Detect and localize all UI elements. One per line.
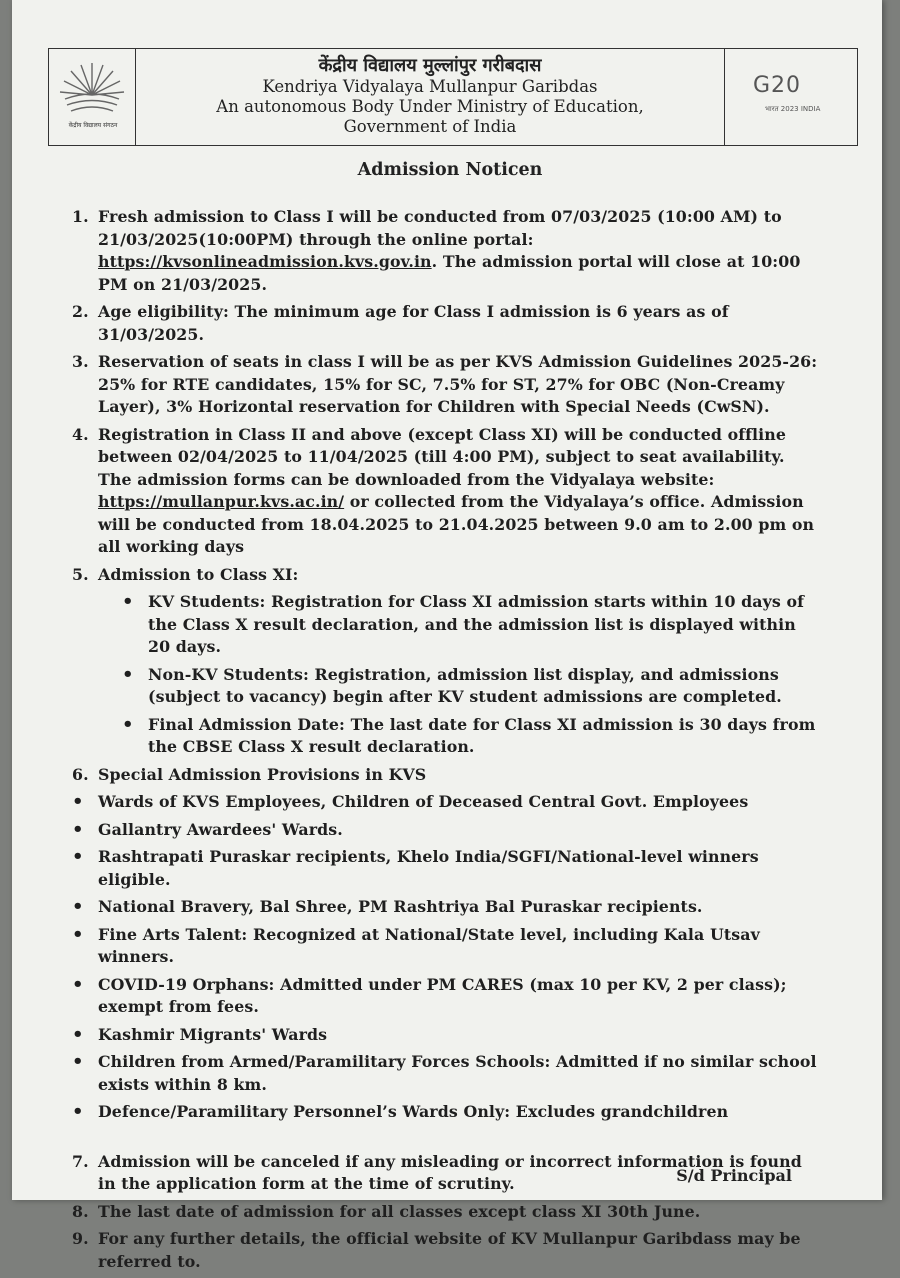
bullet-icon: • (122, 713, 134, 735)
notice-item-2 (72, 301, 818, 346)
bullet-text: Kashmir Migrants' Wards (98, 1024, 328, 1044)
item-text: For any further details, the official website of KV Mullanpur Garibdass may be referred to. (98, 1229, 801, 1271)
notice-sheet (12, 0, 882, 1271)
special-provision-bullet (72, 973, 818, 1019)
government-line: Government of India (343, 117, 517, 136)
letterhead (48, 48, 858, 146)
vidyalaya-website-link[interactable]: https://mullanpur.kvs.ac.in/ (98, 492, 345, 511)
notice-item-3 (72, 351, 818, 419)
item-number: 8. (72, 1201, 89, 1221)
item-number: 2. (72, 302, 89, 321)
special-provision-bullet (72, 1101, 818, 1124)
bullet-icon: • (72, 1051, 84, 1072)
kvs-logo-box (49, 49, 136, 145)
bullet-text: Defence/Paramilitary Personnel’s Wards Only: Excludes grandchildren (98, 1102, 729, 1121)
bullet-icon: • (72, 896, 84, 917)
notice-title: Admission Noticen (357, 160, 543, 180)
principal-signature: S/d Principal (676, 1166, 792, 1185)
bullet-text: Non-KV Students: Registration, admission list display, and admissions (subject to vacancy) begin after KV student admissions are completed. (148, 664, 782, 706)
item-text: Special Admission Provisions in KVS (98, 764, 427, 784)
bullet-text: National Bravery, Bal Shree, PM Rashtriya Bal Puraskar recipients. (98, 897, 703, 916)
notice-item-8 (72, 1201, 818, 1224)
bullet-text: Gallantry Awardees' Wards. (98, 819, 343, 839)
item-number: 7. (72, 1151, 89, 1171)
bullet-text: Fine Arts Talent: Recognized at National/State level, including Kala Utsav winners. (98, 924, 760, 966)
g20-logo-tagline: भारत 2023 INDIA (765, 105, 821, 113)
item-text: Age eligibility: The minimum age for Class I admission is 6 years as of 31/03/2025. (98, 302, 729, 344)
bullet-icon: • (72, 1023, 84, 1045)
notice-item-9 (72, 1228, 818, 1273)
item-text: Admission to Class XI: (98, 564, 299, 584)
bullet-icon: • (72, 1101, 84, 1122)
item-text: Admission will be canceled if any misleading or incorrect information is found in the application form at the time of scrutiny. (98, 1151, 802, 1193)
bullet-icon: • (122, 591, 134, 612)
item-text: Registration in Class II and above (except Class XI) will be conducted offline between 02/04/2025 to 11/04/2025 (till 4:00 PM), subject to seat availability. The admission forms can be downloaded from the Vidyalaya website: (98, 424, 786, 489)
school-name-hindi: केंद्रीय विद्यालय मुल्लांपुर गरीबदास (318, 55, 542, 76)
bullet-icon: • (72, 846, 84, 867)
g20-logo-box (724, 49, 857, 145)
item-number: 9. (72, 1229, 89, 1248)
bullet-text: Children from Armed/Paramilitary Forces Schools: Admitted if no similar school exists within 8 km. (98, 1052, 817, 1094)
bullet-text: Final Admission Date: The last date for Class XI admission is 30 days from the CBSE Class X result declaration. (148, 714, 816, 756)
kvs-logo-caption: केंद्रीय विद्यालय संगठन (68, 122, 118, 129)
special-provision-bullet (72, 1051, 818, 1096)
bullet-icon: • (122, 663, 134, 685)
item-number: 4. (72, 424, 89, 444)
class-xi-bullet (122, 591, 818, 659)
bullet-text: Wards of KVS Employees, Children of Deceased Central Govt. Employees (98, 792, 749, 811)
item-number: 3. (72, 352, 89, 371)
school-name-english: Kendriya Vidyalaya Mullanpur Garibdas (262, 77, 598, 96)
notice-item-4 (72, 424, 818, 559)
class-xi-bullet (122, 713, 818, 759)
class-xi-bullet (122, 663, 818, 709)
bullet-icon: • (72, 791, 84, 812)
item-text: . The admission portal will close at 10:00 PM on 21/03/2025. (98, 252, 801, 294)
item-text: Fresh admission to Class I will be conducted from 07/03/2025 (10:00 AM) to 21/03/2025(10:00PM) through the online portal: (98, 207, 782, 249)
ministry-line: An autonomous Body Under Ministry of Education, (216, 97, 644, 116)
spacer (98, 1129, 818, 1151)
bullet-icon: • (72, 923, 84, 945)
item-text: or collected from the Vidyalaya’s office. Admission will be conducted from 18.04.2025 to 21.04.2025 between 9.0 am to 2.00 pm on all working days (98, 492, 815, 556)
kvs-logo-icon (55, 55, 129, 119)
item-text: The last date of admission for all classes except class XI 30th June. (98, 1201, 701, 1221)
item-text: Reservation of seats in class I will be as per KVS Admission Guidelines 2025-26: 25% for RTE candidates, 15% for SC, 7.5% for ST, 27% for OBC (Non-Creamy Layer), 3% Horizontal reservation for Children with Special Needs (CwSN). (98, 352, 818, 416)
bullet-text: COVID-19 Orphans: Admitted under PM CARES (max 10 per KV, 2 per class); exempt from fees. (98, 974, 787, 1016)
notice-body (72, 206, 818, 1278)
bullet-text: KV Students: Registration for Class XI admission starts within 10 days of the Class X result declaration, and the admission list is displayed within 20 days. (148, 592, 805, 656)
notice-item-6 (72, 764, 818, 787)
special-provision-bullet (72, 923, 818, 969)
notice-item-1 (72, 206, 818, 296)
school-name-block (137, 55, 723, 137)
item-number: 6. (72, 764, 89, 784)
special-provision-bullet (72, 846, 818, 891)
bullet-text: Rashtrapati Puraskar recipients, Khelo India/SGFI/National-level winners eligible. (98, 847, 759, 889)
item-number: 1. (72, 207, 89, 226)
g20-logo-icon: G20 (753, 73, 802, 98)
special-provision-bullet (72, 791, 818, 814)
special-provision-bullet (72, 1023, 818, 1047)
special-provision-bullet (72, 896, 818, 919)
bullet-icon: • (72, 973, 84, 995)
special-provision-bullet (72, 818, 818, 842)
notice-item-5 (72, 564, 818, 587)
online-portal-link[interactable]: https://kvsonlineadmission.kvs.gov.in (98, 252, 432, 271)
bullet-icon: • (72, 818, 84, 840)
item-number: 5. (72, 564, 89, 584)
